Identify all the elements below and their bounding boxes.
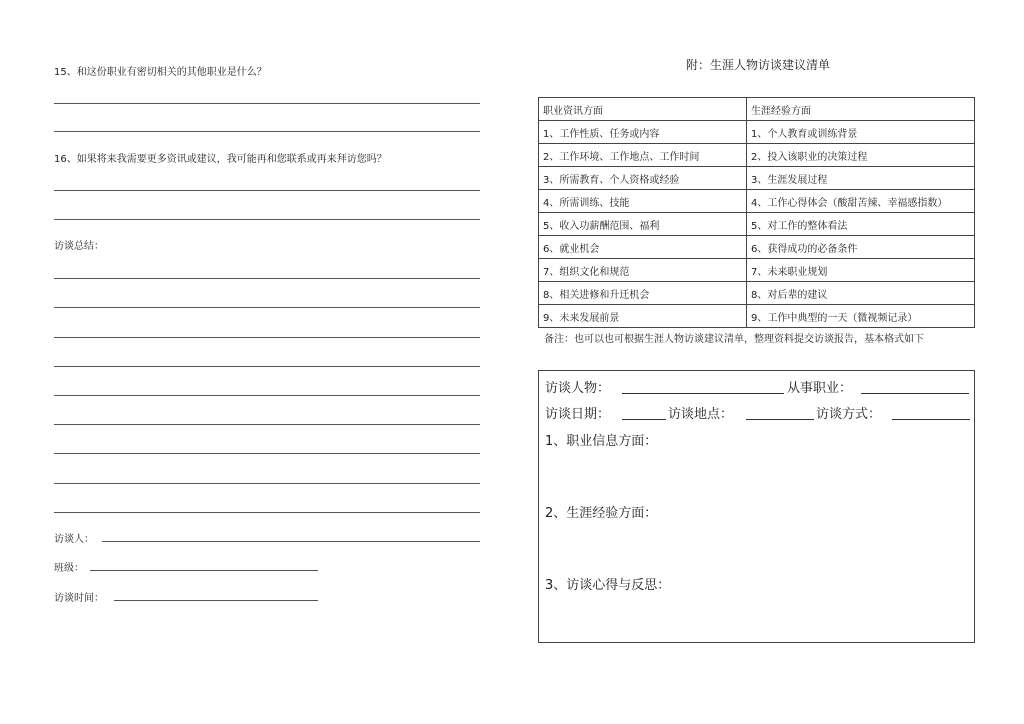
table-cell: 1、个人教育或训练背景 <box>747 121 975 144</box>
table-cell: 4、工作心得体会（酸甜苦辣、幸福感指数） <box>747 190 975 213</box>
answer-line[interactable] <box>54 103 480 104</box>
column-header: 生涯经验方面 <box>747 98 975 121</box>
interviewer-line[interactable] <box>102 541 480 542</box>
suggestion-table <box>538 97 975 328</box>
time-line[interactable] <box>114 600 318 601</box>
table-cell: 3、生涯发展过程 <box>747 167 975 190</box>
table-row <box>539 213 975 236</box>
table-cell: 6、就业机会 <box>539 236 747 259</box>
class-label: 班级： <box>54 563 84 574</box>
table-cell: 9、工作中典型的一天（微视频记录） <box>747 305 975 328</box>
question-15: 15、和这份职业有密切相关的其他职业是什么？ <box>54 67 267 78</box>
table-cell: 8、相关进修和升迁机会 <box>539 282 747 305</box>
section-reflection: 3、访谈心得与反思： <box>545 578 671 593</box>
table-header-row <box>539 98 975 121</box>
occupation-field[interactable] <box>861 393 969 394</box>
summary-line[interactable] <box>54 395 480 396</box>
table-cell: 7、组织文化和规范 <box>539 259 747 282</box>
table-row <box>539 190 975 213</box>
place-label: 访谈地点： <box>668 407 734 422</box>
note-text: 备注：也可以也可根据生涯人物访谈建议清单，整理资料提交访谈报告，基本格式如下 <box>544 334 924 345</box>
table-row <box>539 259 975 282</box>
table-row <box>539 236 975 259</box>
table-cell: 2、工作环境、工作地点、工作时间 <box>539 144 747 167</box>
table-row <box>539 144 975 167</box>
summary-line[interactable] <box>54 424 480 425</box>
answer-line[interactable] <box>54 219 480 220</box>
answer-line[interactable] <box>54 131 480 132</box>
summary-line[interactable] <box>54 337 480 338</box>
table-cell: 2、投入该职业的决策过程 <box>747 144 975 167</box>
occupation-label: 从事职业： <box>787 381 853 396</box>
time-label: 访谈时间： <box>54 593 104 604</box>
table-cell: 7、未来职业规划 <box>747 259 975 282</box>
table-cell: 5、收入功薪酬范围、福利 <box>539 213 747 236</box>
table-cell: 8、对后辈的建议 <box>747 282 975 305</box>
question-16: 16、如果将来我需要更多资讯或建议，我可能再和您联系或再来拜访您吗？ <box>54 154 387 165</box>
report-form <box>538 370 975 643</box>
answer-line[interactable] <box>54 190 480 191</box>
class-line[interactable] <box>90 570 318 571</box>
person-label: 访谈人物： <box>545 381 611 396</box>
interviewer-label: 访谈人： <box>54 534 94 545</box>
table-row <box>539 121 975 144</box>
table-row <box>539 282 975 305</box>
table-cell: 1、工作性质、任务或内容 <box>539 121 747 144</box>
date-label: 访谈日期： <box>545 407 611 422</box>
table-row <box>539 305 975 328</box>
summary-line[interactable] <box>54 453 480 454</box>
summary-line[interactable] <box>54 278 480 279</box>
section-career-info: 1、职业信息方面： <box>545 434 658 449</box>
column-header: 职业资讯方面 <box>539 98 747 121</box>
table-cell: 9、未来发展前景 <box>539 305 747 328</box>
table-cell: 6、获得成功的必备条件 <box>747 236 975 259</box>
table-cell: 5、对工作的整体看法 <box>747 213 975 236</box>
method-field[interactable] <box>892 419 970 420</box>
method-label: 访谈方式： <box>816 407 882 422</box>
summary-line[interactable] <box>54 307 480 308</box>
summary-line[interactable] <box>54 512 480 513</box>
summary-line[interactable] <box>54 483 480 484</box>
section-career-experience: 2、生涯经验方面： <box>545 506 658 521</box>
place-field[interactable] <box>746 419 814 420</box>
date-field[interactable] <box>622 419 666 420</box>
table-row <box>539 167 975 190</box>
person-field[interactable] <box>622 393 784 394</box>
page-title: 附：生涯人物访谈建议清单 <box>685 58 830 72</box>
summary-line[interactable] <box>54 366 480 367</box>
table-cell: 3、所需教育、个人资格或经验 <box>539 167 747 190</box>
table-cell: 4、所需训练、技能 <box>539 190 747 213</box>
summary-label: 访谈总结： <box>54 241 104 252</box>
